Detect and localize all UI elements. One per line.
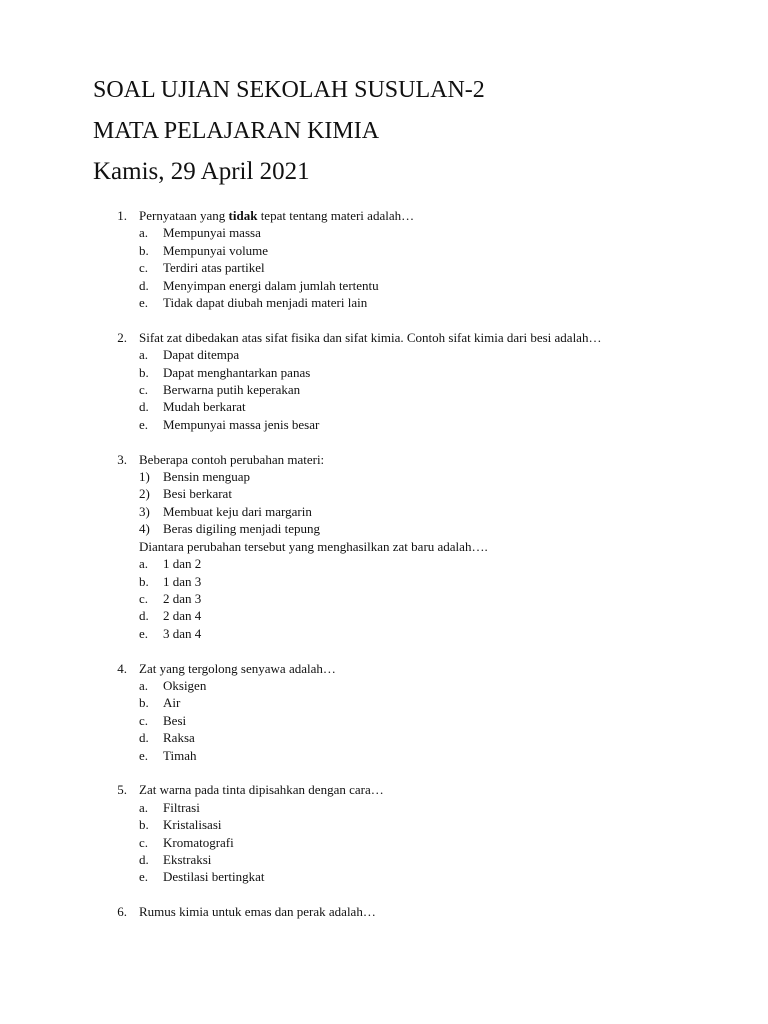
question-followup: Diantara perubahan tersebut yang menghasilkan zat baru adalah…. <box>139 538 488 554</box>
option-label: d. <box>139 851 149 867</box>
option-label: a. <box>139 677 149 693</box>
option-label: b. <box>139 695 149 711</box>
option-text: 1 dan 2 <box>163 556 202 572</box>
option-label: b. <box>139 364 149 380</box>
option-label: a. <box>139 556 149 572</box>
question-text: Zat yang tergolong senyawa adalah… <box>139 660 336 676</box>
option-label: b. <box>139 573 149 589</box>
option-label: c. <box>139 260 149 276</box>
document-header <box>93 78 485 201</box>
option-text: Mempunyai massa jenis besar <box>163 416 320 432</box>
option-d <box>139 607 673 624</box>
question-text: Rumus kimia untuk emas dan perak adalah… <box>139 904 376 920</box>
question-text: Zat warna pada tinta dipisahkan dengan cara… <box>139 782 384 798</box>
option-label: c. <box>139 382 149 398</box>
option-text: Dapat menghantarkan panas <box>163 364 311 380</box>
answer-options <box>139 224 673 311</box>
option-text: Mempunyai volume <box>163 242 269 258</box>
statement-3 <box>139 503 673 520</box>
option-label: c. <box>139 590 149 606</box>
statement-label: 2) <box>139 486 150 502</box>
option-label: a. <box>139 225 149 241</box>
option-label: d. <box>139 277 149 293</box>
option-label: b. <box>139 817 149 833</box>
question-3 <box>113 451 673 642</box>
option-text: Tidak dapat diubah menjadi materi lain <box>163 295 368 311</box>
statement-1 <box>139 468 673 485</box>
option-text: Air <box>163 695 181 711</box>
option-text: Besi <box>163 712 187 728</box>
option-text: 1 dan 3 <box>163 573 202 589</box>
option-text: Dapat ditempa <box>163 347 240 363</box>
option-b <box>139 364 673 381</box>
option-e <box>139 625 673 642</box>
statement-text: Besi berkarat <box>163 486 232 502</box>
option-e <box>139 416 673 433</box>
option-text: Kristalisasi <box>163 817 222 833</box>
subject-title: MATA PELAJARAN KIMIA <box>93 118 380 144</box>
option-label: d. <box>139 608 149 624</box>
answer-options <box>139 799 673 886</box>
option-e <box>139 868 673 885</box>
option-e <box>139 747 673 764</box>
option-c <box>139 712 673 729</box>
statement-text: Membuat keju dari margarin <box>163 503 312 519</box>
option-b <box>139 816 673 833</box>
option-label: a. <box>139 347 149 363</box>
statement-4 <box>139 520 673 537</box>
option-label: e. <box>139 747 149 763</box>
answer-options <box>139 677 673 764</box>
statement-text: Beras digiling menjadi tepung <box>163 521 321 537</box>
statement-text: Bensin menguap <box>163 469 251 485</box>
option-label: d. <box>139 399 149 415</box>
answer-options <box>139 346 673 433</box>
statement-label: 4) <box>139 521 150 537</box>
option-c <box>139 259 673 276</box>
option-text: Timah <box>163 747 197 763</box>
option-text: Mudah berkarat <box>163 399 246 415</box>
option-c <box>139 834 673 851</box>
option-c <box>139 381 673 398</box>
option-label: e. <box>139 295 149 311</box>
option-label: c. <box>139 834 149 850</box>
question-4 <box>113 660 673 764</box>
question-number: 6. <box>117 904 127 920</box>
option-label: e. <box>139 625 149 641</box>
question-text: Sifat zat dibedakan atas sifat fisika dan sifat kimia. Contoh sifat kimia dari besi adalah… <box>139 329 602 345</box>
option-label: b. <box>139 242 149 258</box>
option-a <box>139 799 673 816</box>
question-2 <box>113 329 673 433</box>
option-a <box>139 346 673 363</box>
question-number: 4. <box>117 660 127 676</box>
option-d <box>139 277 673 294</box>
question-text-emphasis: tidak <box>228 208 258 223</box>
option-text: Raksa <box>163 730 195 746</box>
option-text: Kromatografi <box>163 834 234 850</box>
question-number: 3. <box>117 451 127 467</box>
statement-label: 1) <box>139 469 150 485</box>
option-a <box>139 224 673 241</box>
option-d <box>139 729 673 746</box>
option-b <box>139 694 673 711</box>
option-text: 2 dan 3 <box>163 590 202 606</box>
exam-title: SOAL UJIAN SEKOLAH SUSULAN-2 <box>93 77 485 103</box>
option-e <box>139 294 673 311</box>
question-text-part: Pernyataan yang <box>139 208 229 223</box>
option-c <box>139 590 673 607</box>
option-text: Berwarna putih keperakan <box>163 382 301 398</box>
question-1 <box>113 207 673 311</box>
option-a <box>139 555 673 572</box>
question-text: Beberapa contoh perubahan materi: <box>139 451 325 467</box>
question-6 <box>113 903 673 920</box>
statement-2 <box>139 485 673 502</box>
question-number: 1. <box>117 208 127 223</box>
option-text: Ekstraksi <box>163 851 212 867</box>
exam-date: Kamis, 29 April 2021 <box>93 158 310 185</box>
question-text <box>139 207 673 224</box>
option-b <box>139 573 673 590</box>
option-label: c. <box>139 712 149 728</box>
option-text: Oksigen <box>163 677 207 693</box>
option-label: a. <box>139 799 149 815</box>
option-text: Filtrasi <box>163 799 200 815</box>
option-text: Destilasi bertingkat <box>163 869 265 885</box>
option-text: Menyimpan energi dalam jumlah tertentu <box>163 277 379 293</box>
option-text: Terdiri atas partikel <box>163 260 265 276</box>
statement-label: 3) <box>139 503 150 519</box>
option-text: 2 dan 4 <box>163 608 202 624</box>
question-5 <box>113 781 673 885</box>
option-b <box>139 242 673 259</box>
option-text: 3 dan 4 <box>163 625 202 641</box>
question-number: 2. <box>117 329 127 345</box>
question-list <box>113 207 673 938</box>
option-label: d. <box>139 730 149 746</box>
question-number: 5. <box>117 782 127 798</box>
option-label: e. <box>139 869 149 885</box>
question-text-part: tepat tentang materi adalah… <box>257 208 415 223</box>
answer-options <box>139 555 673 642</box>
option-label: e. <box>139 416 149 432</box>
option-a <box>139 677 673 694</box>
option-d <box>139 851 673 868</box>
option-d <box>139 398 673 415</box>
option-text: Mempunyai massa <box>163 225 261 241</box>
statement-list <box>139 468 673 538</box>
